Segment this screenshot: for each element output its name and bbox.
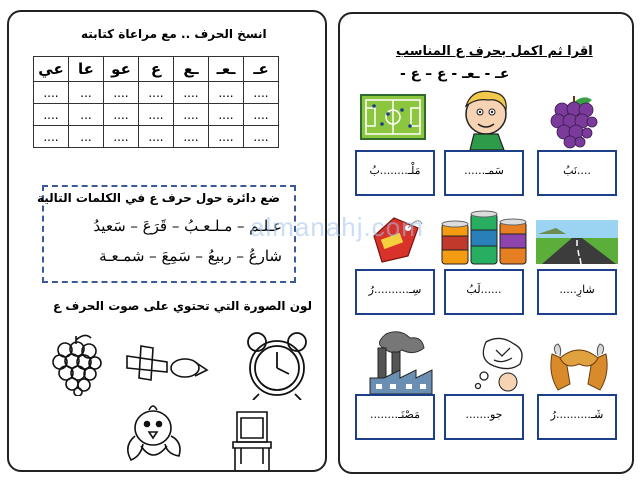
- cans-icon: [438, 208, 530, 270]
- letter-cell: عي: [34, 57, 69, 82]
- football-field-icon: [360, 94, 426, 140]
- practice-cell[interactable]: ....: [104, 126, 139, 148]
- practice-cell[interactable]: ....: [209, 104, 244, 126]
- words-line-2[interactable]: شارعُ – ربيعُ – سَمِعَ – شمـعـة: [99, 247, 282, 265]
- letter-cell: ع: [139, 57, 174, 82]
- chair-icon[interactable]: [227, 408, 277, 472]
- boy-icon: [458, 86, 520, 152]
- practice-row: [34, 104, 279, 126]
- practice-cell[interactable]: ...: [69, 126, 104, 148]
- answer-box[interactable]: شارِ.....: [537, 269, 617, 315]
- letter-cell: عا: [69, 57, 104, 82]
- answer-box[interactable]: ......لَبُ: [444, 269, 524, 315]
- fill-letter-panel: [338, 12, 634, 474]
- fill-letter-title: اقرا ثم اكمل بحرف ع المناسب: [396, 44, 593, 59]
- answer-box[interactable]: جو.......: [444, 394, 524, 440]
- practice-cell[interactable]: ....: [244, 82, 279, 104]
- color-picture-title: لون الصورة التي تحتوي على صوت الحرف ع: [53, 299, 312, 313]
- words-line-1[interactable]: عـلـم – مـلـعـبُ – قَرَعَ – سَعيدُ: [93, 217, 282, 235]
- letter-header-row: [34, 57, 279, 82]
- answer-box[interactable]: شَـ..........رُ: [537, 394, 617, 440]
- letter-copy-grid: [33, 56, 279, 148]
- practice-cell[interactable]: ....: [139, 126, 174, 148]
- factory-icon: [366, 330, 436, 396]
- practice-cell[interactable]: ....: [34, 126, 69, 148]
- practice-cell[interactable]: ....: [174, 126, 209, 148]
- letter-cell: عو: [104, 57, 139, 82]
- practice-cell[interactable]: ....: [34, 104, 69, 126]
- practice-cell[interactable]: ....: [244, 104, 279, 126]
- practice-cell[interactable]: ....: [104, 82, 139, 104]
- practice-cell[interactable]: ...: [69, 104, 104, 126]
- road-icon: [536, 220, 618, 264]
- answer-box[interactable]: سِـ..........رُ: [355, 269, 435, 315]
- practice-row: [34, 82, 279, 104]
- thinking-icon: [470, 336, 528, 394]
- letter-cell: عـ: [244, 57, 279, 82]
- letter-cell: ـعـ: [209, 57, 244, 82]
- hair-icon: [544, 340, 614, 398]
- letter-forms-line: عـ - ـعـ - ع – ع -: [400, 66, 510, 82]
- practice-cell[interactable]: ....: [174, 104, 209, 126]
- practice-cell[interactable]: ....: [244, 126, 279, 148]
- answer-box[interactable]: ....نَبُ: [537, 150, 617, 196]
- practice-cell[interactable]: ...: [69, 82, 104, 104]
- site-watermark: almanahj.com: [250, 212, 424, 242]
- practice-cell[interactable]: ....: [104, 104, 139, 126]
- answer-box[interactable]: سَمـ......: [444, 150, 524, 196]
- circle-letter-title: ضع دائرة حول حرف ع في الكلمات التالية: [36, 191, 280, 205]
- hammer-icon[interactable]: [121, 342, 211, 386]
- letter-cell: ـع: [174, 57, 209, 82]
- answer-box[interactable]: مَصْنَـ........: [355, 394, 435, 440]
- grapes-icon: [548, 94, 598, 150]
- practice-cell[interactable]: ....: [174, 82, 209, 104]
- bird-icon[interactable]: [119, 402, 185, 468]
- practice-cell[interactable]: ....: [139, 104, 174, 126]
- copy-letter-title: انسخ الحرف .. مع مراعاة كتابته: [81, 27, 267, 41]
- practice-row: [34, 126, 279, 148]
- practice-cell[interactable]: ....: [209, 126, 244, 148]
- answer-box[interactable]: مَلْـ........بُ: [355, 150, 435, 196]
- practice-cell[interactable]: ....: [209, 82, 244, 104]
- practice-cell[interactable]: ....: [139, 82, 174, 104]
- clock-icon[interactable]: [241, 330, 313, 400]
- practice-cell[interactable]: ....: [34, 82, 69, 104]
- grapes-outline-icon[interactable]: [43, 330, 109, 396]
